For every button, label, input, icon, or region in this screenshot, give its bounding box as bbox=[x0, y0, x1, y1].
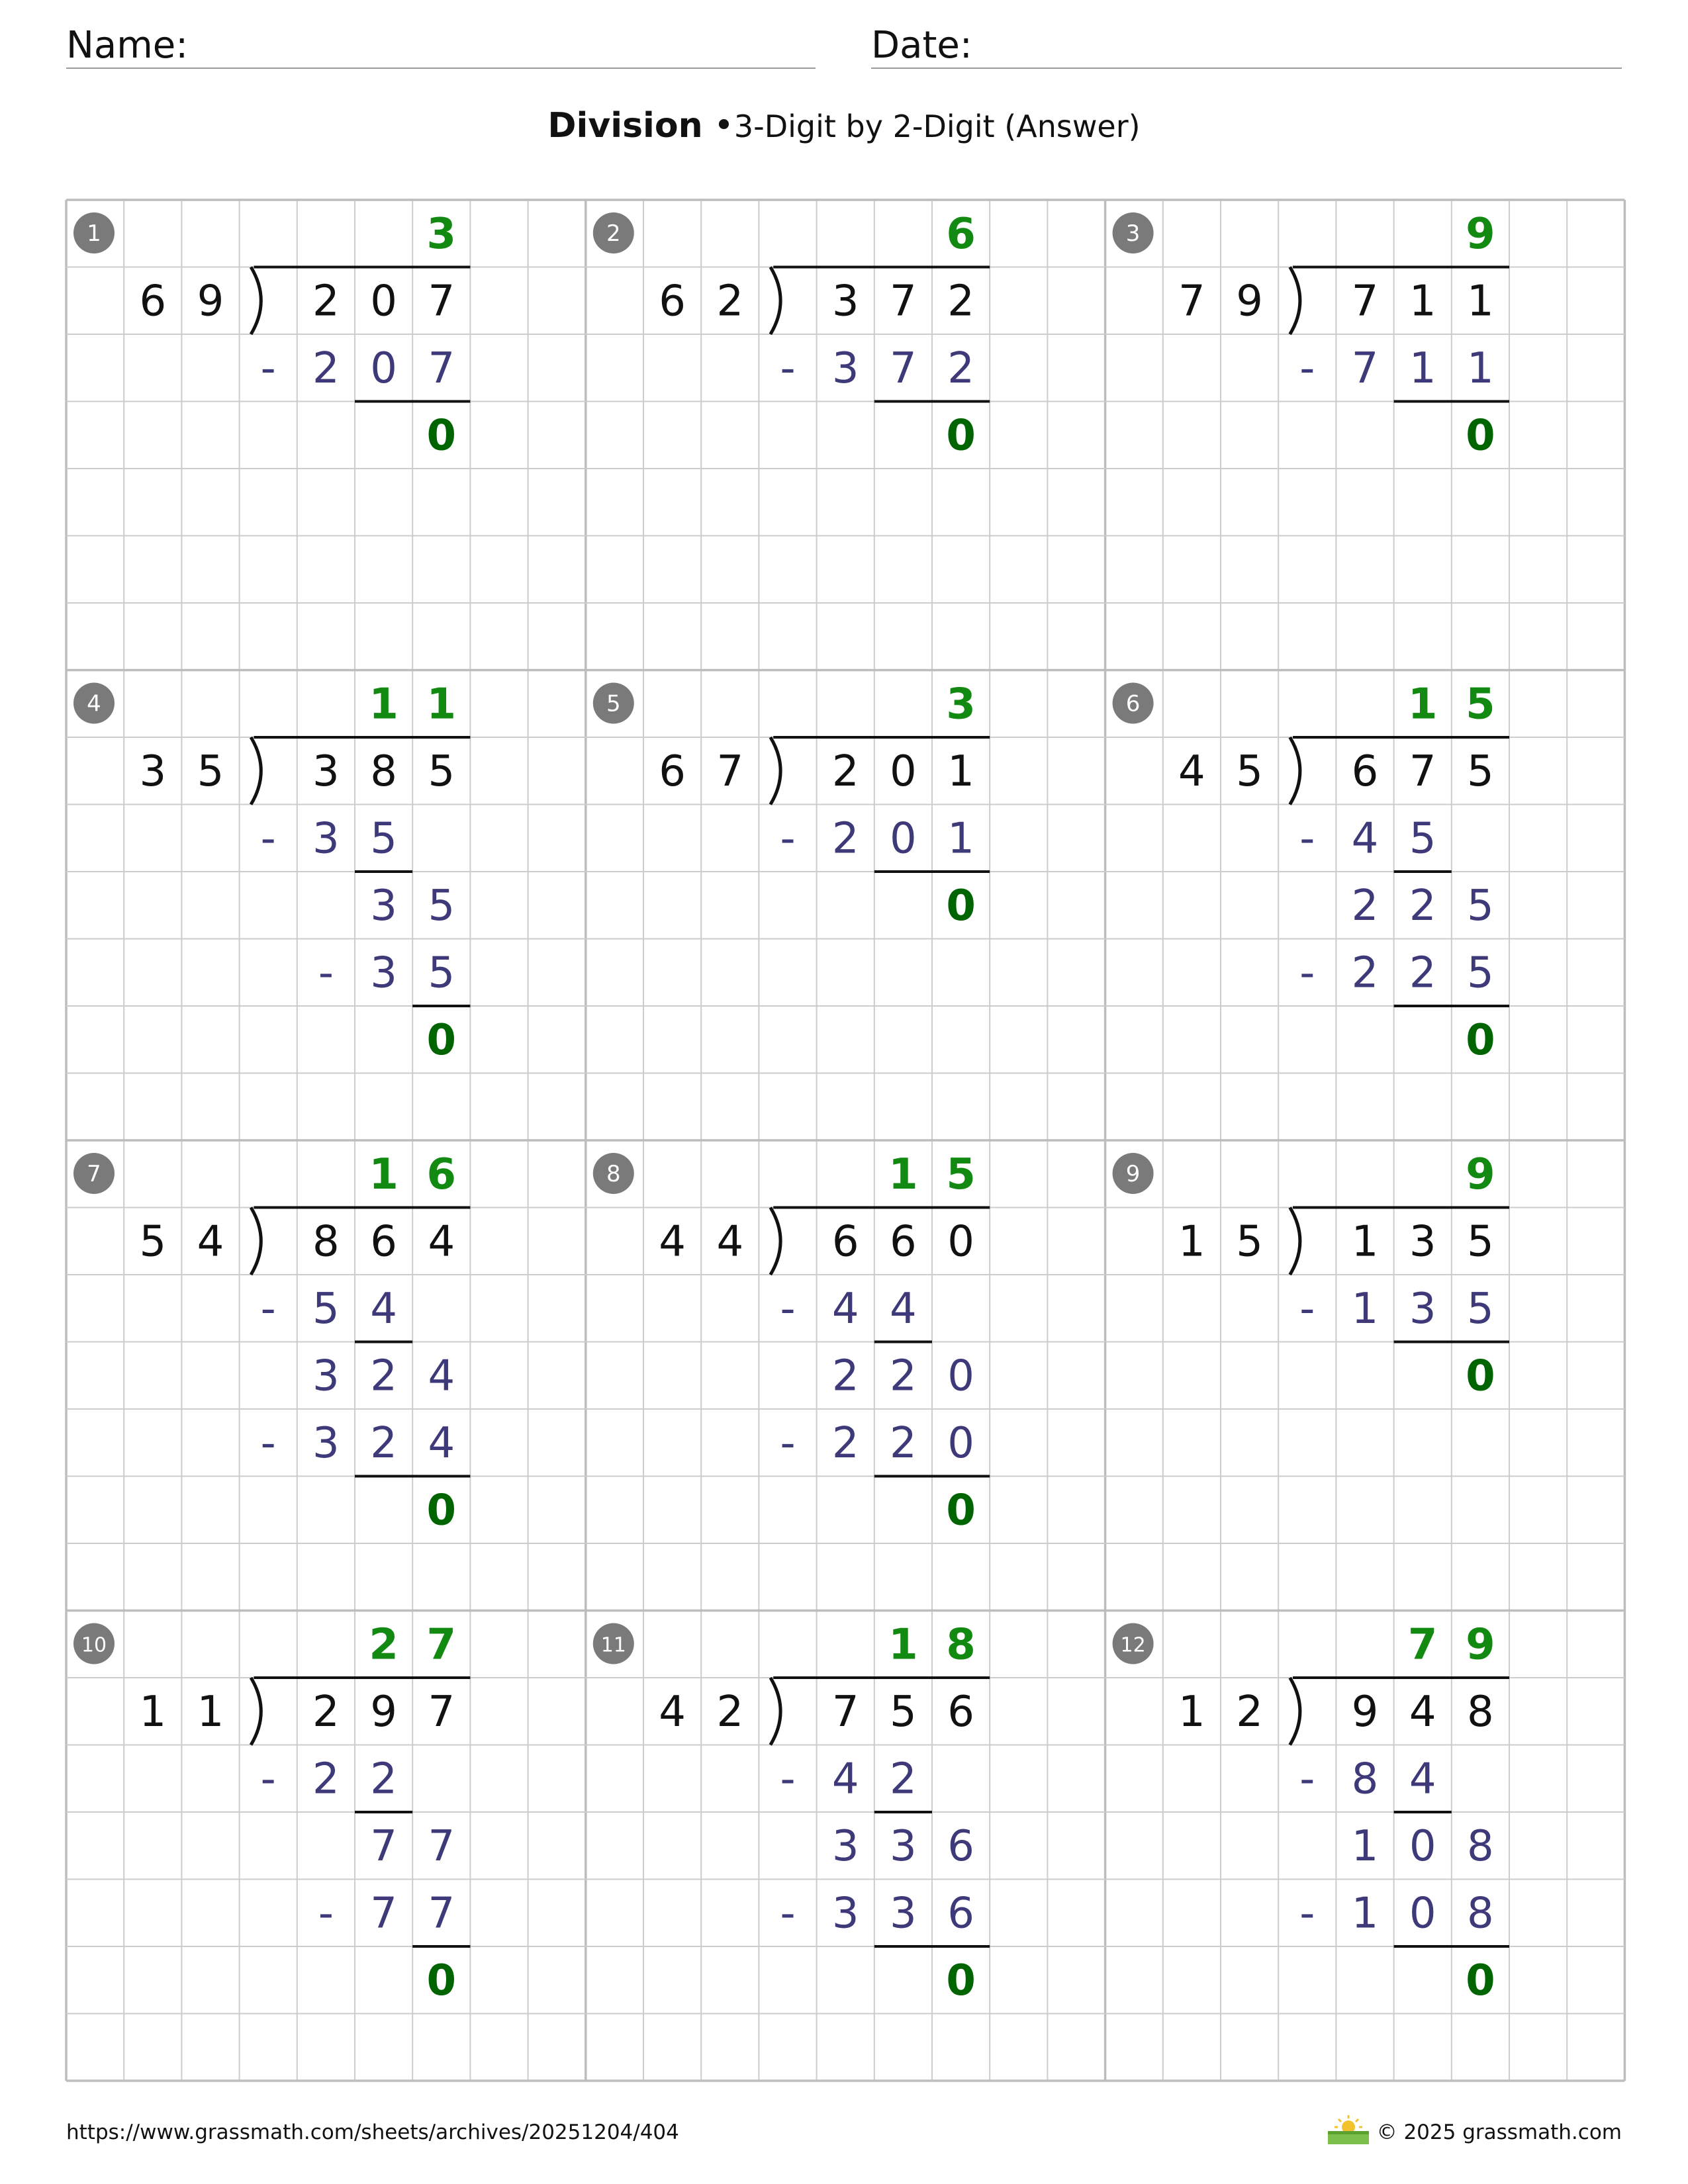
partial-digit: 3 bbox=[831, 1822, 859, 1872]
minus-sign: - bbox=[260, 814, 276, 864]
subtraction-digit: 1 bbox=[1351, 1285, 1379, 1334]
minus-sign: - bbox=[1299, 814, 1315, 864]
remainder-digit: 0 bbox=[1466, 1016, 1495, 1066]
dividend-digit: 0 bbox=[890, 747, 917, 797]
footer-copyright: © 2025 grassmath.com bbox=[1376, 2120, 1622, 2144]
problem-number: 6 bbox=[1125, 690, 1141, 717]
subtraction-digit: 5 bbox=[370, 814, 397, 864]
dividend-digit: 2 bbox=[831, 747, 859, 797]
dividend-digit: 9 bbox=[1351, 1688, 1379, 1737]
partial-digit: 2 bbox=[370, 1351, 397, 1401]
subtraction-digit: 5 bbox=[1467, 1285, 1494, 1334]
dividend-digit: 2 bbox=[312, 1688, 340, 1737]
partial-digit: 7 bbox=[370, 1822, 397, 1872]
quotient-digit: 7 bbox=[1407, 1620, 1438, 1670]
date-label: Date: bbox=[871, 24, 972, 67]
division-bracket bbox=[251, 737, 261, 805]
division-bracket bbox=[771, 267, 780, 335]
subtraction-digit: 5 bbox=[1467, 948, 1494, 998]
subtraction-digit: 4 bbox=[831, 1285, 859, 1334]
quotient-digit: 1 bbox=[1407, 680, 1438, 729]
divisor-digit: 1 bbox=[197, 1688, 224, 1737]
subtraction-digit: 4 bbox=[370, 1285, 397, 1334]
subtraction-digit: 7 bbox=[370, 1889, 397, 1938]
subtraction-digit: 2 bbox=[370, 1419, 397, 1469]
subtraction-digit: 7 bbox=[428, 1889, 455, 1938]
dividend-digit: 7 bbox=[890, 277, 917, 326]
problem-number: 11 bbox=[600, 1633, 626, 1657]
minus-sign: - bbox=[1299, 1754, 1315, 1804]
subtraction-digit: 4 bbox=[831, 1754, 859, 1804]
partial-digit: 0 bbox=[1409, 1822, 1436, 1872]
dividend-digit: 2 bbox=[312, 277, 340, 326]
quotient-digit: 6 bbox=[946, 210, 976, 259]
divisor-digit: 4 bbox=[659, 1688, 686, 1737]
divisor-digit: 1 bbox=[139, 1688, 167, 1737]
dividend-digit: 1 bbox=[1351, 1217, 1379, 1267]
quotient-digit: 2 bbox=[369, 1620, 399, 1670]
subtraction-digit: 4 bbox=[1409, 1754, 1436, 1804]
subtraction-digit: 3 bbox=[1409, 1285, 1436, 1334]
minus-sign: - bbox=[1299, 1889, 1315, 1938]
dividend-digit: 9 bbox=[370, 1688, 397, 1737]
dividend-digit: 3 bbox=[831, 277, 859, 326]
subtraction-digit: 7 bbox=[1351, 344, 1379, 394]
partial-digit: 8 bbox=[1467, 1822, 1494, 1872]
minus-sign: - bbox=[780, 1419, 796, 1469]
dividend-digit: 0 bbox=[947, 1217, 974, 1267]
dividend-digit: 3 bbox=[1409, 1217, 1436, 1267]
dividend-digit: 8 bbox=[1467, 1688, 1494, 1737]
minus-sign: - bbox=[780, 1754, 796, 1804]
dividend-digit: 8 bbox=[370, 747, 397, 797]
partial-digit: 7 bbox=[428, 1822, 455, 1872]
divisor-digit: 4 bbox=[716, 1217, 744, 1267]
dividend-digit: 7 bbox=[831, 1688, 859, 1737]
problem-number: 12 bbox=[1120, 1633, 1146, 1657]
division-bracket bbox=[771, 1208, 780, 1275]
remainder-digit: 0 bbox=[1466, 1956, 1495, 2006]
title-bullet: • bbox=[714, 106, 734, 146]
subtraction-digit: 8 bbox=[1467, 1889, 1494, 1938]
minus-sign: - bbox=[780, 1889, 796, 1938]
dividend-digit: 7 bbox=[1351, 277, 1379, 326]
division-bracket bbox=[251, 1208, 261, 1275]
minus-sign: - bbox=[780, 1285, 796, 1334]
subtraction-digit: 3 bbox=[831, 1889, 859, 1938]
partial-digit: 0 bbox=[947, 1351, 974, 1401]
quotient-digit: 3 bbox=[946, 680, 976, 729]
remainder-digit: 0 bbox=[426, 411, 457, 461]
divisor-digit: 5 bbox=[1236, 747, 1263, 797]
remainder-digit: 0 bbox=[1466, 411, 1495, 461]
division-bracket bbox=[1290, 1208, 1300, 1275]
problem-number: 4 bbox=[87, 690, 101, 717]
dividend-digit: 6 bbox=[1351, 747, 1379, 797]
subtraction-digit: 3 bbox=[312, 1419, 340, 1469]
subtraction-digit: 0 bbox=[947, 1419, 974, 1469]
dividend-digit: 5 bbox=[1467, 1217, 1494, 1267]
subtraction-digit: 2 bbox=[312, 344, 340, 394]
subtraction-digit: 0 bbox=[370, 344, 397, 394]
divisor-digit: 1 bbox=[1178, 1688, 1205, 1737]
dividend-digit: 3 bbox=[312, 747, 340, 797]
minus-sign: - bbox=[1299, 344, 1315, 394]
partial-digit: 4 bbox=[428, 1351, 455, 1401]
subtraction-digit: 3 bbox=[370, 948, 397, 998]
subtraction-digit: 0 bbox=[1409, 1889, 1436, 1938]
divisor-digit: 9 bbox=[197, 277, 224, 326]
minus-sign: - bbox=[780, 344, 796, 394]
remainder-digit: 0 bbox=[946, 411, 976, 461]
quotient-digit: 1 bbox=[888, 1150, 918, 1200]
partial-digit: 5 bbox=[428, 882, 455, 931]
title-main: Division bbox=[547, 106, 703, 146]
quotient-digit: 5 bbox=[946, 1150, 976, 1200]
divisor-digit: 1 bbox=[1178, 1217, 1205, 1267]
dividend-digit: 6 bbox=[890, 1217, 917, 1267]
subtraction-digit: 2 bbox=[370, 1754, 397, 1804]
dividend-digit: 5 bbox=[890, 1688, 917, 1737]
partial-digit: 2 bbox=[831, 1351, 859, 1401]
division-bracket bbox=[1290, 267, 1300, 335]
division-bracket bbox=[771, 1678, 780, 1745]
partial-digit: 5 bbox=[1467, 882, 1494, 931]
dividend-digit: 1 bbox=[1467, 277, 1494, 326]
divisor-digit: 3 bbox=[139, 747, 167, 797]
quotient-digit: 8 bbox=[946, 1620, 976, 1670]
title-subtitle: 3-Digit by 2-Digit (Answer) bbox=[733, 109, 1141, 144]
subtraction-digit: 4 bbox=[428, 1419, 455, 1469]
partial-digit: 2 bbox=[1409, 882, 1436, 931]
division-bracket bbox=[1290, 1678, 1300, 1745]
minus-sign: - bbox=[318, 948, 334, 998]
partial-digit: 3 bbox=[312, 1351, 340, 1401]
divisor-digit: 6 bbox=[659, 747, 686, 797]
divisor-digit: 6 bbox=[139, 277, 167, 326]
quotient-digit: 5 bbox=[1466, 680, 1495, 729]
divisor-digit: 2 bbox=[716, 1688, 744, 1737]
subtraction-digit: 1 bbox=[1351, 1889, 1379, 1938]
quotient-digit: 6 bbox=[426, 1150, 457, 1200]
remainder-digit: 0 bbox=[946, 882, 976, 931]
partial-digit: 1 bbox=[1351, 1822, 1379, 1872]
minus-sign: - bbox=[318, 1889, 334, 1938]
subtraction-digit: 2 bbox=[1351, 948, 1379, 998]
subtraction-digit: 3 bbox=[890, 1889, 917, 1938]
divisor-digit: 5 bbox=[139, 1217, 167, 1267]
quotient-digit: 9 bbox=[1466, 1620, 1495, 1670]
division-bracket bbox=[1290, 737, 1300, 805]
subtraction-digit: 2 bbox=[1409, 948, 1436, 998]
partial-digit: 2 bbox=[1351, 882, 1379, 931]
minus-sign: - bbox=[780, 814, 796, 864]
problem-number: 9 bbox=[1125, 1161, 1141, 1187]
divisor-digit: 5 bbox=[1236, 1217, 1263, 1267]
division-bracket bbox=[251, 1678, 261, 1745]
dividend-digit: 0 bbox=[370, 277, 397, 326]
remainder-digit: 0 bbox=[946, 1486, 976, 1535]
problem-number: 1 bbox=[87, 220, 101, 247]
subtraction-digit: 4 bbox=[890, 1285, 917, 1334]
subtraction-digit: 1 bbox=[1467, 344, 1494, 394]
partial-digit: 6 bbox=[947, 1822, 974, 1872]
subtraction-digit: 5 bbox=[1409, 814, 1436, 864]
remainder-digit: 0 bbox=[426, 1486, 457, 1535]
quotient-digit: 1 bbox=[369, 1150, 399, 1200]
division-bracket bbox=[251, 267, 261, 335]
dividend-digit: 6 bbox=[831, 1217, 859, 1267]
problem-number: 2 bbox=[606, 220, 621, 247]
dividend-digit: 4 bbox=[428, 1217, 455, 1267]
dividend-digit: 2 bbox=[947, 277, 974, 326]
partial-digit: 3 bbox=[890, 1822, 917, 1872]
divisor-digit: 6 bbox=[659, 277, 686, 326]
dividend-digit: 7 bbox=[1409, 747, 1436, 797]
minus-sign: - bbox=[1299, 1285, 1315, 1334]
dividend-digit: 1 bbox=[1409, 277, 1436, 326]
problem-number: 3 bbox=[1125, 220, 1141, 247]
quotient-digit: 1 bbox=[426, 680, 457, 729]
dividend-digit: 7 bbox=[428, 1688, 455, 1737]
subtraction-digit: 2 bbox=[312, 1754, 340, 1804]
divisor-digit: 2 bbox=[716, 277, 744, 326]
dividend-digit: 7 bbox=[428, 277, 455, 326]
footer-url: https://www.grassmath.com/sheets/archives/20251204/404 bbox=[66, 2120, 679, 2144]
divisor-digit: 5 bbox=[197, 747, 224, 797]
dividend-digit: 4 bbox=[1409, 1688, 1436, 1737]
grass-sun-logo-icon bbox=[1325, 2113, 1372, 2147]
divisor-digit: 4 bbox=[1178, 747, 1205, 797]
subtraction-digit: 4 bbox=[1351, 814, 1379, 864]
divisor-digit: 7 bbox=[716, 747, 744, 797]
problem-number: 7 bbox=[87, 1161, 101, 1187]
subtraction-digit: 2 bbox=[890, 1754, 917, 1804]
minus-sign: - bbox=[1299, 948, 1315, 998]
dividend-digit: 6 bbox=[370, 1217, 397, 1267]
problem-number: 5 bbox=[606, 690, 621, 717]
divisor-digit: 4 bbox=[197, 1217, 224, 1267]
quotient-digit: 1 bbox=[369, 680, 399, 729]
subtraction-digit: 5 bbox=[312, 1285, 340, 1334]
problem-number: 8 bbox=[606, 1161, 621, 1187]
quotient-digit: 1 bbox=[888, 1620, 918, 1670]
partial-digit: 2 bbox=[890, 1351, 917, 1401]
quotient-digit: 9 bbox=[1466, 210, 1495, 259]
quotient-digit: 9 bbox=[1466, 1150, 1495, 1200]
dividend-digit: 6 bbox=[947, 1688, 974, 1737]
remainder-digit: 0 bbox=[946, 1956, 976, 2006]
divisor-digit: 9 bbox=[1236, 277, 1263, 326]
dividend-digit: 1 bbox=[947, 747, 974, 797]
subtraction-digit: 3 bbox=[831, 344, 859, 394]
problem-number: 10 bbox=[81, 1633, 107, 1657]
subtraction-digit: 1 bbox=[947, 814, 974, 864]
subtraction-digit: 3 bbox=[312, 814, 340, 864]
subtraction-digit: 0 bbox=[890, 814, 917, 864]
subtraction-digit: 6 bbox=[947, 1889, 974, 1938]
subtraction-digit: 2 bbox=[947, 344, 974, 394]
name-label: Name: bbox=[66, 24, 189, 67]
dividend-digit: 8 bbox=[312, 1217, 340, 1267]
subtraction-digit: 2 bbox=[890, 1419, 917, 1469]
minus-sign: - bbox=[260, 1285, 276, 1334]
dividend-digit: 5 bbox=[1467, 747, 1494, 797]
dividend-digit: 5 bbox=[428, 747, 455, 797]
minus-sign: - bbox=[260, 344, 276, 394]
divisor-digit: 2 bbox=[1236, 1688, 1263, 1737]
minus-sign: - bbox=[260, 1419, 276, 1469]
quotient-digit: 3 bbox=[426, 210, 457, 259]
subtraction-digit: 7 bbox=[890, 344, 917, 394]
remainder-digit: 0 bbox=[1466, 1351, 1495, 1401]
minus-sign: - bbox=[260, 1754, 276, 1804]
quotient-digit: 7 bbox=[426, 1620, 457, 1670]
remainder-digit: 0 bbox=[426, 1016, 457, 1066]
subtraction-digit: 2 bbox=[831, 1419, 859, 1469]
subtraction-digit: 1 bbox=[1409, 344, 1436, 394]
partial-digit: 3 bbox=[370, 882, 397, 931]
subtraction-digit: 5 bbox=[428, 948, 455, 998]
subtraction-digit: 7 bbox=[428, 344, 455, 394]
divisor-digit: 7 bbox=[1178, 277, 1205, 326]
subtraction-digit: 2 bbox=[831, 814, 859, 864]
subtraction-digit: 8 bbox=[1351, 1754, 1379, 1804]
division-bracket bbox=[771, 737, 780, 805]
divisor-digit: 4 bbox=[659, 1217, 686, 1267]
remainder-digit: 0 bbox=[426, 1956, 457, 2006]
